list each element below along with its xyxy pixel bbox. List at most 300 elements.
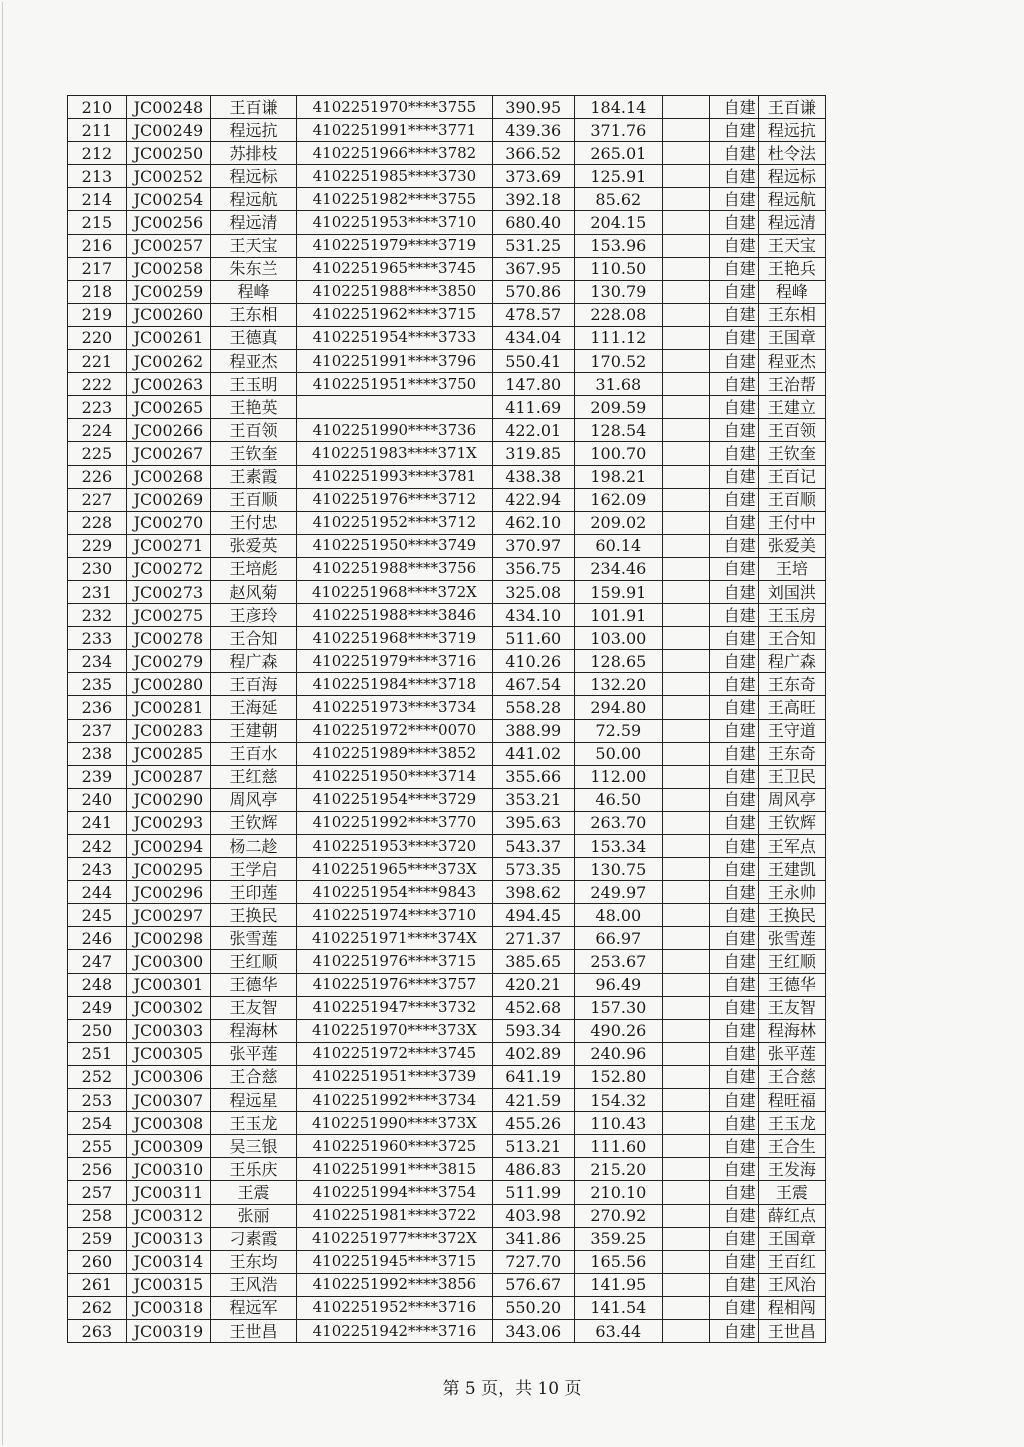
builder-name: 王换民	[758, 904, 825, 927]
builder-name: 王培	[758, 557, 825, 580]
row-number: 250	[68, 1019, 127, 1042]
id-number: 4102251945****3715	[297, 1250, 493, 1273]
owner-name: 程远军	[210, 1296, 296, 1319]
table-row	[68, 580, 826, 603]
owner-name: 王印莲	[210, 881, 296, 904]
table-row	[68, 904, 826, 927]
property-code: JC00302	[126, 996, 210, 1019]
builder-name: 王付中	[758, 511, 825, 534]
row-number: 255	[68, 1135, 127, 1158]
id-number: 4102251983****371X	[297, 442, 493, 465]
build-type: 自建	[710, 511, 758, 534]
owner-name: 王钦奎	[210, 442, 296, 465]
table-row	[68, 950, 826, 973]
area-built: 153.34	[574, 835, 662, 858]
builder-name: 王东奇	[758, 742, 825, 765]
area-total: 410.26	[492, 650, 574, 673]
property-code: JC00263	[126, 373, 210, 396]
owner-name: 程海林	[210, 1019, 296, 1042]
table-row	[68, 835, 826, 858]
property-code: JC00271	[126, 534, 210, 557]
area-built: 157.30	[574, 996, 662, 1019]
area-total: 370.97	[492, 534, 574, 557]
build-type: 自建	[710, 326, 758, 349]
build-type: 自建	[710, 396, 758, 419]
build-type: 自建	[710, 257, 758, 280]
builder-name: 杜令法	[758, 142, 825, 165]
property-code: JC00297	[126, 904, 210, 927]
build-type: 自建	[710, 442, 758, 465]
id-number: 4102251993****3781	[297, 465, 493, 488]
id-number: 4102251979****3719	[297, 234, 493, 257]
row-number: 262	[68, 1296, 127, 1319]
build-type: 自建	[710, 1042, 758, 1065]
builder-name: 程广森	[758, 650, 825, 673]
area-total: 395.63	[492, 811, 574, 834]
area-total: 573.35	[492, 858, 574, 881]
blank-cell	[662, 419, 709, 442]
area-built: 50.00	[574, 742, 662, 765]
table-row	[68, 1227, 826, 1250]
build-type: 自建	[710, 280, 758, 303]
builder-name: 王艳兵	[758, 257, 825, 280]
table-row	[68, 119, 826, 142]
id-number: 4102251953****3720	[297, 835, 493, 858]
owner-name: 张平莲	[210, 1042, 296, 1065]
area-total: 576.67	[492, 1273, 574, 1296]
builder-name: 王合知	[758, 627, 825, 650]
build-type: 自建	[710, 234, 758, 257]
row-number: 233	[68, 627, 127, 650]
id-number	[297, 396, 493, 419]
id-number: 4102251953****3710	[297, 211, 493, 234]
register-body	[68, 96, 826, 1343]
id-number: 4102251966****3782	[297, 142, 493, 165]
row-number: 258	[68, 1204, 127, 1227]
build-type: 自建	[710, 557, 758, 580]
area-built: 263.70	[574, 811, 662, 834]
area-total: 422.94	[492, 488, 574, 511]
row-number: 221	[68, 350, 127, 373]
id-number: 4102251979****3716	[297, 650, 493, 673]
builder-name: 王卫民	[758, 765, 825, 788]
owner-name: 王德真	[210, 326, 296, 349]
builder-name: 张平莲	[758, 1042, 825, 1065]
property-code: JC00269	[126, 488, 210, 511]
row-number: 235	[68, 673, 127, 696]
area-total: 680.40	[492, 211, 574, 234]
blank-cell	[662, 1019, 709, 1042]
area-built: 85.62	[574, 188, 662, 211]
property-code: JC00306	[126, 1065, 210, 1088]
area-built: 198.21	[574, 465, 662, 488]
owner-name: 刁素霞	[210, 1227, 296, 1250]
table-row	[68, 1065, 826, 1088]
blank-cell	[662, 1181, 709, 1204]
area-built: 162.09	[574, 488, 662, 511]
table-row	[68, 234, 826, 257]
blank-cell	[662, 1319, 709, 1342]
owner-name: 王玉龙	[210, 1112, 296, 1135]
owner-name: 王世昌	[210, 1319, 296, 1342]
table-row	[68, 650, 826, 673]
blank-cell	[662, 765, 709, 788]
area-built: 153.96	[574, 234, 662, 257]
owner-name: 周风亭	[210, 788, 296, 811]
property-code: JC00267	[126, 442, 210, 465]
id-number: 4102251942****3716	[297, 1319, 493, 1342]
property-code: JC00310	[126, 1158, 210, 1181]
row-number: 261	[68, 1273, 127, 1296]
row-number: 242	[68, 835, 127, 858]
area-total: 356.75	[492, 557, 574, 580]
area-built: 249.97	[574, 881, 662, 904]
owner-name: 王付忠	[210, 511, 296, 534]
id-number: 4102251954****3733	[297, 326, 493, 349]
property-code: JC00249	[126, 119, 210, 142]
blank-cell	[662, 1204, 709, 1227]
row-number: 220	[68, 326, 127, 349]
build-type: 自建	[710, 1181, 758, 1204]
property-code: JC00295	[126, 858, 210, 881]
owner-name: 王合慈	[210, 1065, 296, 1088]
area-total: 367.95	[492, 257, 574, 280]
blank-cell	[662, 188, 709, 211]
row-number: 216	[68, 234, 127, 257]
owner-name: 王德华	[210, 973, 296, 996]
area-built: 128.54	[574, 419, 662, 442]
area-total: 531.25	[492, 234, 574, 257]
builder-name: 王友智	[758, 996, 825, 1019]
row-number: 230	[68, 557, 127, 580]
household-register-table	[67, 95, 826, 1343]
property-code: JC00270	[126, 511, 210, 534]
build-type: 自建	[710, 927, 758, 950]
id-number: 4102251965****3745	[297, 257, 493, 280]
owner-name: 程峰	[210, 280, 296, 303]
table-row	[68, 765, 826, 788]
owner-name: 王风浩	[210, 1273, 296, 1296]
area-built: 130.75	[574, 858, 662, 881]
id-number: 4102251988****3756	[297, 557, 493, 580]
builder-name: 程亚杰	[758, 350, 825, 373]
property-code: JC00285	[126, 742, 210, 765]
blank-cell	[662, 1089, 709, 1112]
id-number: 4102251988****3846	[297, 604, 493, 627]
blank-cell	[662, 604, 709, 627]
id-number: 4102251950****3749	[297, 534, 493, 557]
table-row	[68, 973, 826, 996]
row-number: 247	[68, 950, 127, 973]
id-number: 4102251954****3729	[297, 788, 493, 811]
property-code: JC00308	[126, 1112, 210, 1135]
owner-name: 程远标	[210, 165, 296, 188]
builder-name: 王高旺	[758, 696, 825, 719]
table-row	[68, 858, 826, 881]
property-code: JC00314	[126, 1250, 210, 1273]
table-row	[68, 604, 826, 627]
builder-name: 程旺福	[758, 1089, 825, 1112]
row-number: 228	[68, 511, 127, 534]
area-total: 455.26	[492, 1112, 574, 1135]
area-built: 111.60	[574, 1135, 662, 1158]
build-type: 自建	[710, 1019, 758, 1042]
builder-name: 王钦奎	[758, 442, 825, 465]
id-number: 4102251988****3850	[297, 280, 493, 303]
id-number: 4102251970****3755	[297, 96, 493, 119]
build-type: 自建	[710, 350, 758, 373]
build-type: 自建	[710, 488, 758, 511]
area-total: 373.69	[492, 165, 574, 188]
area-total: 319.85	[492, 442, 574, 465]
build-type: 自建	[710, 211, 758, 234]
area-built: 46.50	[574, 788, 662, 811]
area-built: 209.59	[574, 396, 662, 419]
owner-name: 王红慈	[210, 765, 296, 788]
id-number: 4102251976****3712	[297, 488, 493, 511]
build-type: 自建	[710, 696, 758, 719]
row-number: 226	[68, 465, 127, 488]
id-number: 4102251952****3712	[297, 511, 493, 534]
blank-cell	[662, 580, 709, 603]
owner-name: 王建朝	[210, 719, 296, 742]
property-code: JC00298	[126, 927, 210, 950]
build-type: 自建	[710, 858, 758, 881]
table-row	[68, 927, 826, 950]
table-row	[68, 165, 826, 188]
row-number: 240	[68, 788, 127, 811]
blank-cell	[662, 973, 709, 996]
id-number: 4102251992****3856	[297, 1273, 493, 1296]
blank-cell	[662, 996, 709, 1019]
property-code: JC00290	[126, 788, 210, 811]
table-row	[68, 1319, 826, 1342]
id-number: 4102251991****3771	[297, 119, 493, 142]
row-number: 213	[68, 165, 127, 188]
area-total: 411.69	[492, 396, 574, 419]
blank-cell	[662, 719, 709, 742]
area-built: 101.91	[574, 604, 662, 627]
area-built: 72.59	[574, 719, 662, 742]
property-code: JC00266	[126, 419, 210, 442]
builder-name: 王德华	[758, 973, 825, 996]
build-type: 自建	[710, 811, 758, 834]
owner-name: 杨二趁	[210, 835, 296, 858]
row-number: 231	[68, 580, 127, 603]
owner-name: 王友智	[210, 996, 296, 1019]
area-built: 100.70	[574, 442, 662, 465]
property-code: JC00258	[126, 257, 210, 280]
area-total: 511.60	[492, 627, 574, 650]
build-type: 自建	[710, 1273, 758, 1296]
build-type: 自建	[710, 1319, 758, 1342]
table-row	[68, 1296, 826, 1319]
area-built: 141.95	[574, 1273, 662, 1296]
area-total: 467.54	[492, 673, 574, 696]
row-number: 248	[68, 973, 127, 996]
id-number: 4102251972****3745	[297, 1042, 493, 1065]
owner-name: 王素霞	[210, 465, 296, 488]
area-total: 343.06	[492, 1319, 574, 1342]
area-built: 103.00	[574, 627, 662, 650]
id-number: 4102251972****0070	[297, 719, 493, 742]
builder-name: 王百记	[758, 465, 825, 488]
row-number: 251	[68, 1042, 127, 1065]
id-number: 4102251951****3739	[297, 1065, 493, 1088]
table-row	[68, 811, 826, 834]
build-type: 自建	[710, 96, 758, 119]
owner-name: 苏排枝	[210, 142, 296, 165]
area-total: 570.86	[492, 280, 574, 303]
owner-name: 程亚杰	[210, 350, 296, 373]
builder-name: 张雪莲	[758, 927, 825, 950]
area-built: 96.49	[574, 973, 662, 996]
id-number: 4102251984****3718	[297, 673, 493, 696]
row-number: 245	[68, 904, 127, 927]
area-total: 441.02	[492, 742, 574, 765]
build-type: 自建	[710, 835, 758, 858]
blank-cell	[662, 673, 709, 696]
id-number: 4102251971****374X	[297, 927, 493, 950]
row-number: 239	[68, 765, 127, 788]
property-code: JC00275	[126, 604, 210, 627]
owner-name: 王培彪	[210, 557, 296, 580]
build-type: 自建	[710, 627, 758, 650]
property-code: JC00273	[126, 580, 210, 603]
property-code: JC00256	[126, 211, 210, 234]
property-code: JC00305	[126, 1042, 210, 1065]
table-row	[68, 1135, 826, 1158]
property-code: JC00248	[126, 96, 210, 119]
id-number: 4102251947****3732	[297, 996, 493, 1019]
area-total: 511.99	[492, 1181, 574, 1204]
area-total: 727.70	[492, 1250, 574, 1273]
row-number: 222	[68, 373, 127, 396]
row-number: 223	[68, 396, 127, 419]
row-number: 229	[68, 534, 127, 557]
id-number: 4102251968****372X	[297, 580, 493, 603]
table-row	[68, 557, 826, 580]
property-code: JC00287	[126, 765, 210, 788]
owner-name: 吴三银	[210, 1135, 296, 1158]
table-row	[68, 1112, 826, 1135]
blank-cell	[662, 835, 709, 858]
builder-name: 王军点	[758, 835, 825, 858]
build-type: 自建	[710, 419, 758, 442]
row-number: 249	[68, 996, 127, 1019]
row-number: 238	[68, 742, 127, 765]
owner-name: 王钦辉	[210, 811, 296, 834]
builder-name: 王合生	[758, 1135, 825, 1158]
area-total: 390.95	[492, 96, 574, 119]
area-built: 159.91	[574, 580, 662, 603]
builder-name: 王百谦	[758, 96, 825, 119]
area-total: 402.89	[492, 1042, 574, 1065]
area-built: 128.65	[574, 650, 662, 673]
owner-name: 张丽	[210, 1204, 296, 1227]
property-code: JC00293	[126, 811, 210, 834]
area-total: 593.34	[492, 1019, 574, 1042]
build-type: 自建	[710, 719, 758, 742]
area-built: 132.20	[574, 673, 662, 696]
area-built: 63.44	[574, 1319, 662, 1342]
row-number: 260	[68, 1250, 127, 1273]
row-number: 254	[68, 1112, 127, 1135]
id-number: 4102251994****3754	[297, 1181, 493, 1204]
owner-name: 张雪莲	[210, 927, 296, 950]
blank-cell	[662, 696, 709, 719]
area-total: 494.45	[492, 904, 574, 927]
property-code: JC00260	[126, 303, 210, 326]
area-built: 228.08	[574, 303, 662, 326]
blank-cell	[662, 165, 709, 188]
area-built: 371.76	[574, 119, 662, 142]
table-row	[68, 534, 826, 557]
builder-name: 王百顺	[758, 488, 825, 511]
property-code: JC00281	[126, 696, 210, 719]
row-number: 244	[68, 881, 127, 904]
table-row	[68, 188, 826, 211]
area-built: 270.92	[574, 1204, 662, 1227]
builder-name: 王东奇	[758, 673, 825, 696]
property-code: JC00318	[126, 1296, 210, 1319]
table-row	[68, 280, 826, 303]
blank-cell	[662, 280, 709, 303]
owner-name: 赵风菊	[210, 580, 296, 603]
table-row	[68, 419, 826, 442]
build-type: 自建	[710, 1135, 758, 1158]
property-code: JC00279	[126, 650, 210, 673]
table-row	[68, 303, 826, 326]
area-total: 550.41	[492, 350, 574, 373]
area-total: 486.83	[492, 1158, 574, 1181]
builder-name: 王玉龙	[758, 1112, 825, 1135]
table-row	[68, 442, 826, 465]
table-row	[68, 1019, 826, 1042]
builder-name: 程远清	[758, 211, 825, 234]
blank-cell	[662, 234, 709, 257]
build-type: 自建	[710, 742, 758, 765]
property-code: JC00250	[126, 142, 210, 165]
blank-cell	[662, 326, 709, 349]
row-number: 210	[68, 96, 127, 119]
build-type: 自建	[710, 1065, 758, 1088]
property-code: JC00315	[126, 1273, 210, 1296]
owner-name: 程远星	[210, 1089, 296, 1112]
blank-cell	[662, 1158, 709, 1181]
table-row	[68, 1181, 826, 1204]
area-total: 550.20	[492, 1296, 574, 1319]
table-row	[68, 719, 826, 742]
build-type: 自建	[710, 650, 758, 673]
build-type: 自建	[710, 188, 758, 211]
builder-name: 程远标	[758, 165, 825, 188]
area-built: 110.50	[574, 257, 662, 280]
build-type: 自建	[710, 1089, 758, 1112]
builder-name: 程峰	[758, 280, 825, 303]
property-code: JC00262	[126, 350, 210, 373]
area-total: 462.10	[492, 511, 574, 534]
id-number: 4102251976****3715	[297, 950, 493, 973]
area-total: 478.57	[492, 303, 574, 326]
table-row	[68, 881, 826, 904]
area-total: 434.10	[492, 604, 574, 627]
blank-cell	[662, 1065, 709, 1088]
table-row	[68, 1089, 826, 1112]
build-type: 自建	[710, 1227, 758, 1250]
blank-cell	[662, 257, 709, 280]
builder-name: 张爱美	[758, 534, 825, 557]
